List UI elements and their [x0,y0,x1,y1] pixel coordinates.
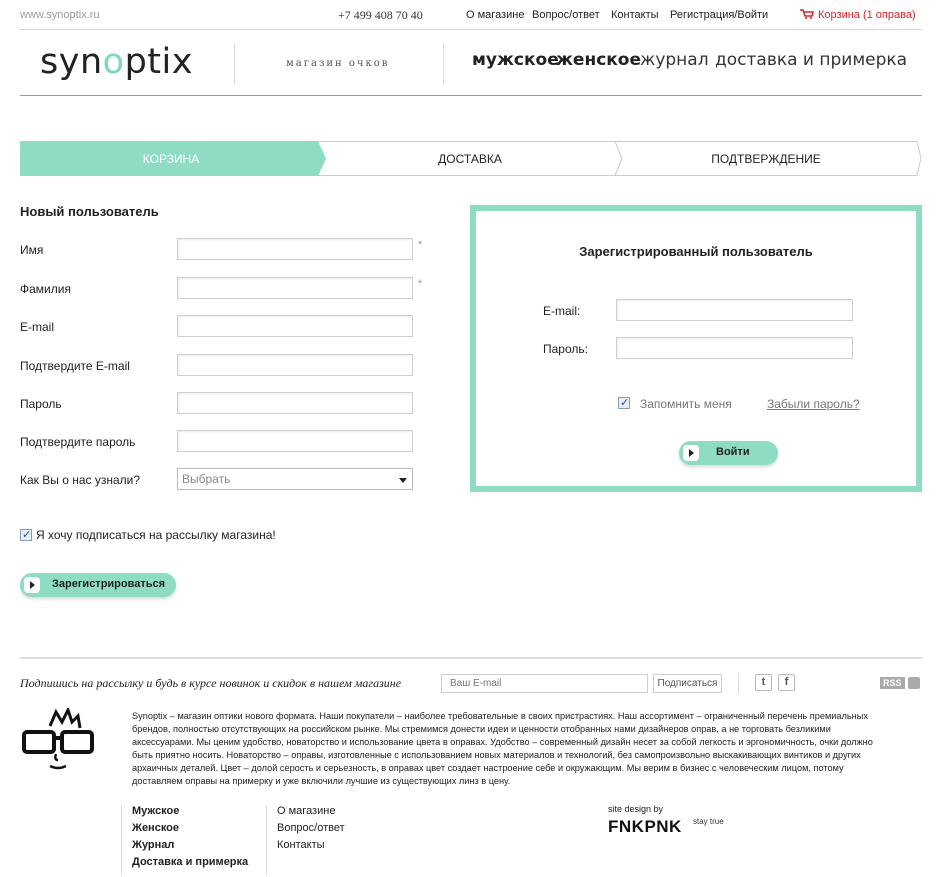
top-link-contacts[interactable]: Контакты [611,9,659,21]
footer-link-journal[interactable]: Журнал [132,839,175,851]
remember-label: Запомнить меня [640,397,732,411]
nav-women[interactable]: женское [556,50,642,70]
mascot-face-icon [20,708,100,772]
footer-link-about[interactable]: О магазине [277,805,336,817]
nav-men[interactable]: мужское [472,50,559,70]
step-delivery: ДОСТАВКА [438,152,502,166]
rss-badge[interactable]: RSS [880,677,905,689]
step-cart: КОРЗИНА [142,152,200,166]
login-email-input[interactable] [616,299,853,321]
rss-icon[interactable] [908,677,920,689]
divider [234,44,235,84]
login-title: Зарегистрированный пользователь [579,244,813,259]
chevron-down-icon [399,478,407,483]
confirm-password-label: Подтвердите пароль [20,435,136,449]
top-link-about[interactable]: О магазине [466,9,525,21]
newsletter-checkbox[interactable] [20,529,32,541]
source-label: Как Вы о нас узнали? [20,473,141,487]
first-name-input[interactable] [177,238,413,260]
register-button[interactable] [20,573,176,597]
divider [738,673,739,693]
password-label: Пароль [20,397,62,411]
footer-nav-info [277,803,345,854]
divider [443,44,444,84]
subscribe-email-input[interactable] [441,674,648,693]
login-button-label: Войти [716,446,750,458]
designer-logo[interactable]: FNKPNK [608,817,682,836]
top-link-faq[interactable]: Вопрос/ответ [532,9,600,21]
logo-accent: o [102,42,125,82]
nav-delivery[interactable]: доставка и примерка [715,50,908,70]
designer-tagline: stay true [693,817,724,826]
cart-icon [800,9,814,19]
required-mark: * [418,239,423,251]
required-mark: * [418,278,423,290]
subscribe-button[interactable]: Подписаться [653,674,722,693]
logo-part: ptix [124,42,193,82]
source-select-value: Выбрать [182,472,231,486]
play-icon [683,445,699,461]
last-name-input[interactable] [177,277,413,299]
play-icon [24,577,40,593]
site-url[interactable]: www.synoptix.ru [20,9,100,21]
footer-link-delivery[interactable]: Доставка и примерка [132,856,249,868]
top-bar [20,0,922,30]
footer-link-men[interactable]: Мужское [132,805,180,817]
top-link-register-login[interactable]: Регистрация/Войти [670,9,769,21]
about-text: Synoptix – магазин оптики нового формата. Наши покупатели – наиболее требовательные в своих пристрастиях. Наш ассортимент – ограниченный перечень премиальных брендов, полностью отсутствующих на российском рынке. Мы стремимся донести идеи и ценности отобранных нами дизайнеров оправ, а не торговать безликими аксессуарами. Мы ценим удобство, новаторство и использование цвета в оправах. Удобство – современный дизайн несет за собой легкость и эргономичность, очки должно быть приятно носить. Новаторство – оправы, изготовленные с использованием новых материалов и технологий, без самопроизвольно выскакивающих винтиков и других архаичных деталей. Цвет – долой серость и серьезность, в оправах цвет создает настроение себе и окружающим. Мы верим в бизнес с человеческим лицом, потому доставляем оправы на примерку и уже включили лучшие из существующих линз в цену. [132,711,873,786]
last-name-label: Фамилия [20,282,71,296]
site-header [20,30,922,96]
tagline: магазин очков [286,58,390,69]
email-input[interactable] [177,315,413,337]
login-email-label: E-mail: [543,304,581,318]
cart-label: Корзина (1 оправа) [818,9,916,21]
divider [266,805,267,875]
remember-checkbox[interactable] [618,397,630,409]
forgot-password-link[interactable]: Забыли пароль? [767,397,860,411]
login-password-label: Пароль: [543,342,588,356]
login-box [470,205,922,492]
password-input[interactable] [177,392,413,414]
email-label: E-mail [20,320,55,334]
footer-link-contacts[interactable]: Контакты [277,839,325,851]
footer-divider [20,657,922,659]
footer-link-women[interactable]: Женское [132,822,180,834]
nav-journal[interactable]: журнал [640,50,709,70]
footer-link-faq[interactable]: Вопрос/ответ [277,822,345,834]
register-button-label: Зарегистрироваться [52,578,166,590]
phone-number: +7 499 408 70 40 [338,8,423,22]
step-confirmation: ПОДТВЕРЖДЕНИЕ [711,152,821,166]
first-name-label: Имя [20,243,44,257]
source-select[interactable] [177,468,413,490]
footer-nav-main [132,803,248,871]
twitter-icon[interactable]: t [755,674,772,691]
checkmark-icon: ✓ [620,397,630,409]
checkmark-icon: ✓ [22,529,32,541]
new-user-title: Новый пользователь [20,204,159,219]
confirm-email-input[interactable] [177,354,413,376]
checkout-steps [20,141,922,176]
logo[interactable] [40,42,193,82]
login-password-input[interactable] [616,337,853,359]
confirm-email-label: Подтвердите E-mail [20,359,130,373]
facebook-icon[interactable]: f [778,674,795,691]
subscribe-text: Подпишись на рассылку и будь в курсе новинок и скидок в нашем магазине [20,676,402,690]
confirm-password-input[interactable] [177,430,413,452]
logo-part: syn [40,42,103,82]
login-button[interactable] [679,441,778,465]
cart-link[interactable] [800,9,916,21]
newsletter-label: Я хочу подписаться на рассылку магазина! [36,528,276,542]
divider [121,805,122,875]
design-credit-label: site design by [608,804,664,814]
